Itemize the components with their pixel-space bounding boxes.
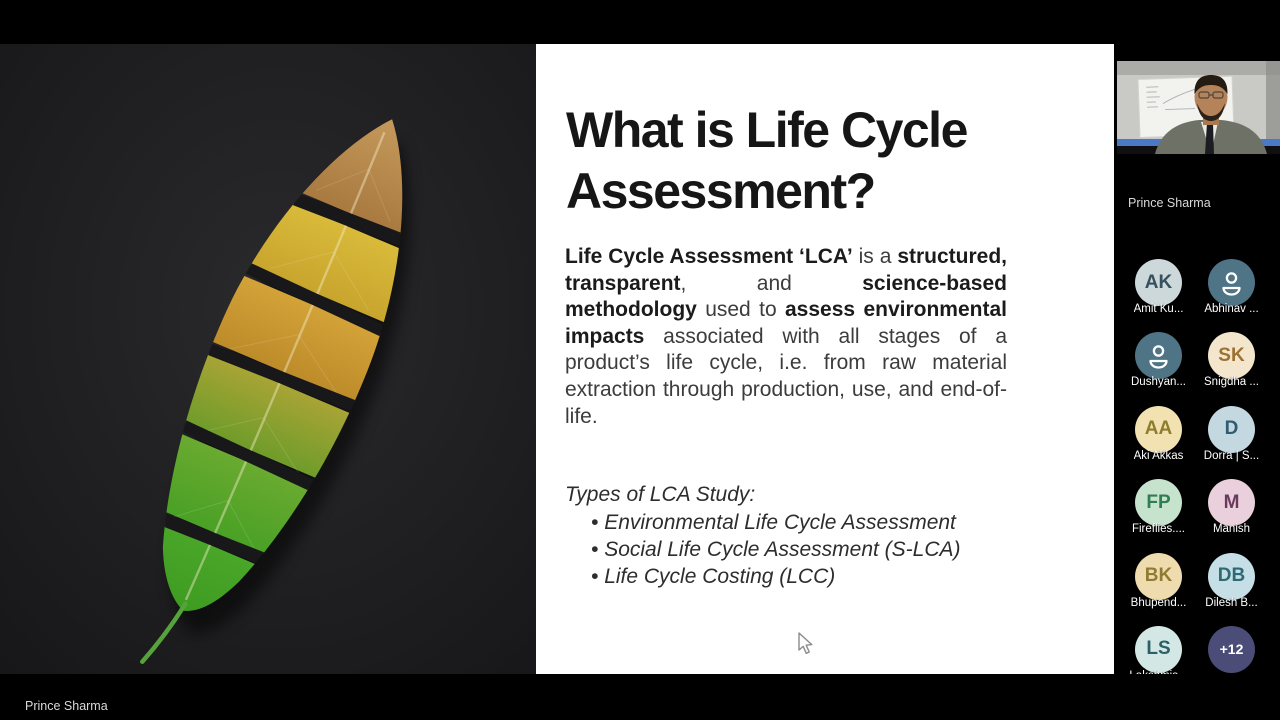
body-segment: Life Cycle Assessment ‘LCA’ [565,245,853,268]
bottom-bar [0,674,1280,720]
person-icon [1218,269,1245,296]
participant-name: Bhupend... [1130,596,1187,609]
types-list [565,509,1025,590]
shared-slide [536,44,1114,674]
body-segment: , and [680,271,863,295]
leaf-illustration [0,44,536,674]
participant-name: Dorra | S... [1203,449,1260,462]
participant-tile[interactable] [1195,406,1268,479]
participant-name: Aki Akkas [1133,449,1184,462]
participant-avatar: M [1208,479,1255,526]
participant-name: Dushyan... [1131,376,1186,389]
participant-avatar: SK [1208,332,1255,379]
participant-avatar: DB [1208,553,1255,600]
leaf-photo [0,44,536,674]
body-segment: science-based methodology [565,271,1007,322]
participant-avatar [1135,332,1182,379]
participant-name: Manish [1212,523,1251,536]
body-segment: used to [696,298,785,322]
overflow-count-badge: +12 [1208,626,1255,673]
slide-title [566,100,1066,222]
presenter-name-label: Prince Sharma [1128,196,1211,210]
participant-avatar: D [1208,406,1255,453]
slide-title-line2: Assessment? [566,163,875,219]
participants-panel [1114,0,1280,720]
participant-name: Fireflies.... [1131,523,1186,536]
participant-tile[interactable] [1122,406,1195,479]
participant-avatar: AA [1135,406,1182,453]
presenter-video-tile[interactable] [1117,61,1280,154]
participant-avatar: LS [1135,626,1182,673]
participant-name: Dilesh B... [1205,596,1258,609]
slide-body [565,244,1007,430]
participant-avatar: FP [1135,479,1182,526]
participant-name: Abhinav ... [1204,303,1259,315]
participant-tile[interactable] [1195,332,1268,405]
body-segment: associated with all stages of a product’s life cycle, i.e. from raw material extraction through production, use, and end-of-life. [565,324,1007,428]
types-item: • Environmental Life Cycle Assessment [591,509,1025,536]
types-heading: Types of LCA Study: [565,483,756,506]
types-item: • Life Cycle Costing (LCC) [591,563,1025,590]
participant-tile[interactable] [1195,259,1268,332]
slide-title-line1: What is Life Cycle [566,102,967,158]
participant-name: Amit Ku... [1133,303,1184,315]
types-item: • Social Life Cycle Assessment (S-LCA) [591,536,1025,563]
person-icon [1145,342,1172,369]
participant-tile[interactable] [1195,553,1268,626]
participant-tile[interactable] [1122,332,1195,405]
participant-avatar [1208,259,1255,306]
slide-types-section [565,481,1025,590]
participant-name: Snigdha ... [1204,376,1259,389]
body-segment: structured, transparent [565,245,1007,295]
body-segment: assess environmental impacts [565,298,1007,348]
participants-grid [1122,259,1268,699]
body-segment: is a [852,245,898,268]
participant-avatar: BK [1135,553,1182,600]
presenter-webcam [1117,61,1280,154]
participant-tile[interactable] [1195,479,1268,552]
participant-tile[interactable] [1122,553,1195,626]
participant-tile[interactable] [1122,259,1195,332]
participant-avatar: AK [1135,259,1182,306]
active-speaker-label: Prince Sharma [25,699,108,713]
mouse-cursor-icon [795,632,815,656]
participant-tile[interactable] [1122,479,1195,552]
